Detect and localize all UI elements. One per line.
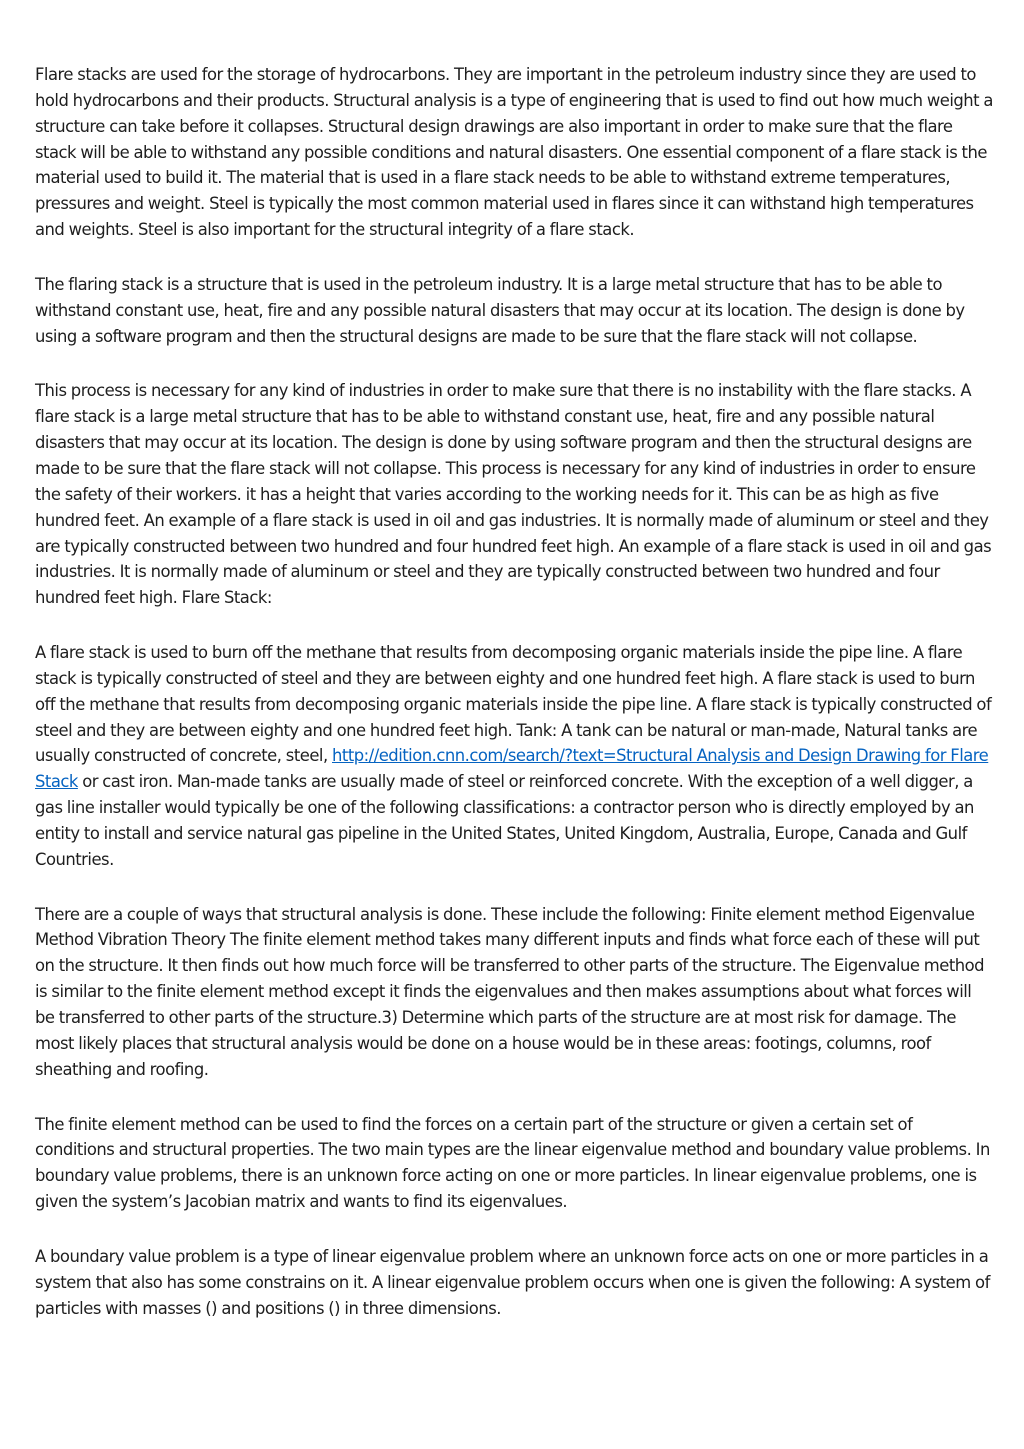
- paragraph-text-before-link: A flare stack is used to burn off the methane that results from decomposing organic materials inside the pipe line. A flare stack is typically constructed of steel and they are between eighty and one hundred feet high. A flare stack is used to burn off the methane that results from decomposing organic materials inside the pipe line. A flare stack is typically constructed of steel and they are between eighty and one hundred feet high. Tank: A tank can be natural or man-made, Natural tanks are usually constructed of concrete, steel,: [35, 643, 992, 766]
- paragraph-flare-stacks-storage: Flare stacks are used for the storage of hydrocarbons. They are important in the petroleum industry since they are used to hold hydrocarbons and their products. Structural analysis is a type of engineering that is used to find out how much weight a structure can take before it collapses. Structural design drawings are also important in order to make sure that the flare stack will be able to withstand any possible conditions and natural disasters. One essential component of a flare stack is the material used to build it. The material that is used in a flare stack needs to be able to withstand extreme temperatures, pressures and weight. Steel is typically the most common material used in flares since it can withstand high temperatures and weights. Steel is also important for the structural integrity of a flare stack.: [35, 65, 993, 240]
- paragraph-methane-and-tanks: [35, 640, 995, 873]
- document-page: [35, 62, 995, 1321]
- paragraph-flaring-stack-structure: The flaring stack is a structure that is used in the petroleum industry. It is a large metal structure that has to be able to withstand constant use, heat, fire and any possible natural disasters that may occur at its location. The design is done by using a software program and then the structural designs are made to be sure that the flare stack will not collapse.: [35, 274, 965, 346]
- paragraph-structural-analysis-methods: There are a couple of ways that structural analysis is done. These include the following: Finite element method Eigenvalue Method Vibration Theory The finite element method takes many different inputs and finds what force each of these will put on the structure. It then finds out how much force will be transferred to other parts of the structure. The Eigenvalue method is similar to the finite element method except it finds the eigenvalues and then makes assumptions about what forces will be transferred to other parts of the structure.3) Determine which parts of the structure are at most risk for damage. The most likely places that structural analysis would be done on a house would be in these areas: footings, columns, roof sheathing and roofing.: [35, 904, 985, 1079]
- paragraph-text-after-link: or cast iron. Man-made tanks are usually made of steel or reinforced concrete. With the exception of a well digger, a gas line installer would typically be one of the following classifications: a contractor person who is directly employed by an entity to install and service natural gas pipeline in the United States, United Kingdom, Australia, Europe, Canada and Gulf Countries.: [35, 772, 974, 869]
- paragraph-process-necessity: This process is necessary for any kind of industries in order to make sure that there is no instability with the flare stacks. A flare stack is a large metal structure that has to be able to withstand constant use, heat, fire and any possible natural disasters that may occur at its location. The design is done by using software program and then the structural designs are made to be sure that the flare stack will not collapse. This process is necessary for any kind of industries in order to ensure the safety of their workers. it has a height that varies according to the working needs for it. This can be as high as five hundred feet. An example of a flare stack is used in oil and gas industries. It is normally made of aluminum or steel and they are typically constructed between two hundred and four hundred feet high. An example of a flare stack is used in oil and gas industries. It is normally made of aluminum or steel and they are typically constructed between two hundred and four hundred feet high. Flare Stack:: [35, 381, 992, 608]
- paragraph-boundary-value-problem: A boundary value problem is a type of linear eigenvalue problem where an unknown force acts on one or more particles in a system that also has some constrains on it. A linear eigenvalue problem occurs when one is given the following: A system of particles with masses () and positions () in three dimensions.: [35, 1246, 990, 1318]
- paragraph-finite-element-method: The finite element method can be used to find the forces on a certain part of the structure or given a certain set of conditions and structural properties. The two main types are the linear eigenvalue method and boundary value problems. In boundary value problems, there is an unknown force acting on one or more particles. In linear eigenvalue problems, one is given the system’s Jacobian matrix and wants to find its eigenvalues.: [35, 1114, 990, 1212]
- cnn-search-link[interactable]: http://edition.cnn.com/search/?text=Structural Analysis and Design Drawing for Flare Stack: [35, 746, 989, 792]
